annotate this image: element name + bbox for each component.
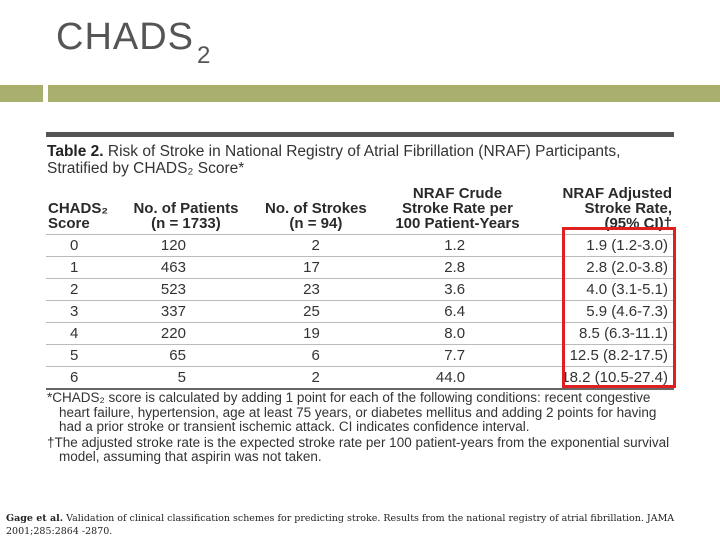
cell-score: 3 [46, 301, 120, 323]
citation-text: Validation of clinical classification schemes for predicting stroke. Results from the national registry of atrial fibrillation. JAMA 2001;285:2864 -2870. [6, 513, 675, 537]
header-adjusted-rate: NRAF Adjusted Stroke Rate, (95% CI)† [562, 185, 672, 232]
cell-adjusted-rate: 12.5 (8.2-17.5) [535, 345, 674, 367]
cell-adjusted-rate: 1.9 (1.2-3.0) [535, 235, 674, 257]
table-label: Table 2. [47, 143, 104, 160]
table-top-rule [46, 132, 674, 137]
cell-strokes: 2 [252, 235, 380, 257]
cell-score: 2 [46, 279, 120, 301]
cell-crude-rate: 44.0 [380, 367, 535, 390]
header-patients: No. of Patients (n = 1733) [133, 200, 239, 232]
slide-title [56, 16, 212, 69]
adjusted-rate-highlight-box [562, 227, 676, 388]
cell-patients: 337 [120, 301, 252, 323]
cell-crude-rate: 7.7 [380, 345, 535, 367]
cell-patients: 5 [120, 367, 252, 390]
accent-bar-right [48, 85, 720, 102]
accent-bar-left [0, 85, 43, 102]
cell-strokes: 6 [252, 345, 380, 367]
footnote-chads-definition: *CHADS₂ score is calculated by adding 1 point for each of the following conditions: recent congestive heart failure, hypertension, age at least 75 years, or diabetes mellitus and adding 2 points for having had a prior stroke or transient ischemic attack. CI indicates confidence interval. [47, 390, 657, 435]
citation [6, 512, 716, 538]
cell-score: 0 [46, 235, 120, 257]
cell-strokes: 17 [252, 257, 380, 279]
header-crude-rate: NRAF Crude Stroke Rate per 100 Patient-Years [395, 185, 520, 232]
cell-patients: 523 [120, 279, 252, 301]
citation-author: Gage et al. [6, 513, 64, 524]
cell-strokes: 23 [252, 279, 380, 301]
table-caption-text: Risk of Stroke in National Registry of Atrial Fibrillation (NRAF) Participants, Stratified by CHADS₂ Score* [47, 143, 621, 177]
header-strokes: No. of Strokes (n = 94) [265, 200, 367, 232]
cell-crude-rate: 8.0 [380, 323, 535, 345]
table-footnotes [47, 391, 675, 466]
cell-crude-rate: 1.2 [380, 235, 535, 257]
slide-title-subscript: 2 [197, 42, 212, 69]
cell-patients: 65 [120, 345, 252, 367]
cell-crude-rate: 6.4 [380, 301, 535, 323]
cell-crude-rate: 2.8 [380, 257, 535, 279]
cell-adjusted-rate: 18.2 (10.5-27.4) [535, 367, 674, 390]
cell-adjusted-rate: 2.8 (2.0-3.8) [535, 257, 674, 279]
slide-title-main: CHADS [56, 16, 195, 58]
footnote-adjusted-rate: †The adjusted stroke rate is the expected stroke rate per 100 patient-years from the exponential survival model, assuming that aspirin was not taken. [47, 434, 670, 465]
cell-score: 1 [46, 257, 120, 279]
cell-patients: 220 [120, 323, 252, 345]
cell-score: 5 [46, 345, 120, 367]
header-chads-score: CHADS₂ Score [48, 200, 108, 232]
cell-crude-rate: 3.6 [380, 279, 535, 301]
cell-score: 4 [46, 323, 120, 345]
table-caption [47, 143, 677, 177]
cell-score: 6 [46, 367, 120, 390]
cell-strokes: 2 [252, 367, 380, 390]
cell-adjusted-rate: 8.5 (6.3-11.1) [535, 323, 674, 345]
cell-patients: 120 [120, 235, 252, 257]
cell-patients: 463 [120, 257, 252, 279]
cell-adjusted-rate: 4.0 (3.1-5.1) [535, 279, 674, 301]
cell-strokes: 25 [252, 301, 380, 323]
cell-adjusted-rate: 5.9 (4.6-7.3) [535, 301, 674, 323]
cell-strokes: 19 [252, 323, 380, 345]
